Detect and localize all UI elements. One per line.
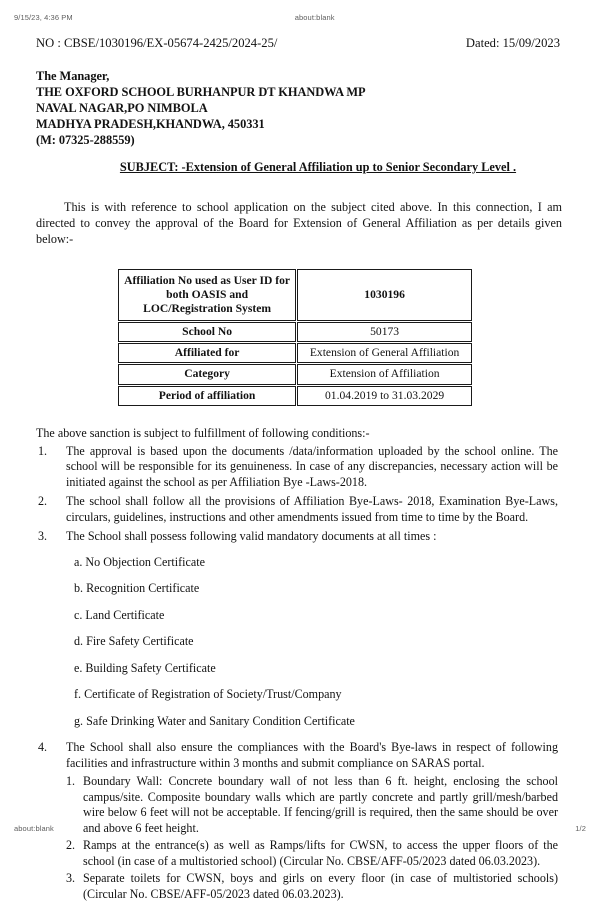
table-row xyxy=(118,269,472,321)
list-item: a. No Objection Certificate xyxy=(74,554,205,569)
list-item xyxy=(36,529,564,728)
table-cell-value: 1030196 xyxy=(297,269,472,321)
table-row xyxy=(118,364,472,384)
list-item xyxy=(36,444,564,491)
conditions-lead: The above sanction is subject to fulfillment of following conditions:- xyxy=(36,425,370,440)
addressee-line-3: NAVAL NAGAR,PO NIMBOLA xyxy=(36,101,208,115)
affiliation-details-table xyxy=(117,268,473,407)
reference-row xyxy=(36,36,564,51)
print-header-timestamp: 9/15/23, 4:36 PM xyxy=(14,13,73,22)
addressee-line-1: The Manager, xyxy=(36,69,110,83)
table-cell-value: 50173 xyxy=(297,322,472,342)
list-item xyxy=(66,838,558,870)
addressee-block xyxy=(36,68,564,148)
table-cell-label: Category xyxy=(118,364,296,384)
reference-date: Dated: 15/09/2023 xyxy=(465,36,560,50)
intro-paragraph: This is with reference to school application on the subject cited above. In this connection, I am directed to convey the approval of the Board for Extension of General Affiliation as per details given below:- xyxy=(36,200,562,247)
list-item-number: 2. xyxy=(38,494,48,509)
addressee-line-4: MADHYA PRADESH,KHANDWA, 450331 xyxy=(36,117,265,131)
list-item-text: The school shall follow all the provisions of Affiliation Bye-Laws- 2018, Examination Bye-Laws, circulars, guidelines, instructions and other amendments issued from time to time by the Board. xyxy=(66,494,558,524)
list-item: d. Fire Safety Certificate xyxy=(74,634,194,649)
table-row xyxy=(118,386,472,406)
print-header-title: about:blank xyxy=(294,13,335,22)
list-item-number: 3. xyxy=(38,528,48,543)
details-table-wrap xyxy=(36,268,564,407)
print-footer xyxy=(0,824,600,833)
list-item-number: 4. xyxy=(38,740,48,755)
list-item xyxy=(66,871,558,903)
table-cell-label: Affiliated for xyxy=(118,343,296,363)
list-item-text: Ramps at the entrance(s) as well as Ramps/lifts for CWSN, to access the upper floors of the school (in case of a multistoried school) (Circular No. CBSE/AFF-05/2023 dated 06.03.2023). xyxy=(83,838,558,868)
table-cell-label: School No xyxy=(118,322,296,342)
addressee-line-2: THE OXFORD SCHOOL BURHANPUR DT KHANDWA MP xyxy=(36,85,366,99)
list-item: g. Safe Drinking Water and Sanitary Condition Certificate xyxy=(74,713,355,728)
list-item-text: Separate toilets for CWSN, boys and girls on every floor (in case of multistoried schools) (Circular No. CBSE/AFF-05/2023 dated 06.03.2023). xyxy=(83,870,558,901)
table-row xyxy=(118,343,472,363)
list-item: c. Land Certificate xyxy=(74,607,165,622)
facilities-list xyxy=(66,774,558,903)
list-item xyxy=(36,494,564,526)
table-cell-value: 01.04.2019 to 31.03.2029 xyxy=(297,386,472,406)
list-item xyxy=(36,740,564,902)
conditions-list xyxy=(36,444,564,903)
list-item-number: 1. xyxy=(38,443,48,458)
list-item-number: 1. xyxy=(66,773,76,788)
list-item: f. Certificate of Registration of Society/Trust/Company xyxy=(74,687,342,702)
list-item-number: 3. xyxy=(66,870,76,885)
table-cell-value: Extension of Affiliation xyxy=(297,364,472,384)
mandatory-documents-list xyxy=(66,555,558,729)
list-item-text: The School shall possess following valid mandatory documents at all times : xyxy=(66,528,437,543)
addressee-line-5: (M: 07325-288559) xyxy=(36,133,135,147)
reference-number: NO : CBSE/1030196/EX-05674-2425/2024-25/ xyxy=(36,36,278,50)
print-footer-url: about:blank xyxy=(14,824,54,833)
list-item-text: The approval is based upon the documents /data/information uploaded by the school online. The school will be responsible for its genuineness. In case of any discrepancies, necessary action will be initiated against the school as per Affiliation Bye -Laws-2018. xyxy=(66,443,558,490)
table-row xyxy=(118,322,472,342)
list-item: b. Recognition Certificate xyxy=(74,581,200,596)
list-item-text: The School shall also ensure the compliances with the Board's Bye-laws in respect of following facilities and infrastructure within 3 months and submit compliance on SARAS portal. xyxy=(66,740,558,770)
table-cell-label: Affiliation No used as User ID for both OASIS and LOC/Registration System xyxy=(118,269,296,321)
list-item-text: Boundary Wall: Concrete boundary wall of not less than 6 ft. height, enclosing the school campus/site. Composite boundary walls which are partly concrete and partly grill/mesh/barbed wire below 6 feet will not be acceptable. If fencing/grill is required, then the same should be over and above 6 feet height. xyxy=(83,773,558,836)
subject-line xyxy=(36,160,564,175)
subject-text: SUBJECT: -Extension of General Affiliation up to Senior Secondary Level . xyxy=(119,160,517,174)
table-cell-label: Period of affiliation xyxy=(118,386,296,406)
print-footer-page-number: 1/2 xyxy=(575,824,586,833)
table-cell-value: Extension of General Affiliation xyxy=(297,343,472,363)
list-item: e. Building Safety Certificate xyxy=(74,660,216,675)
list-item-number: 2. xyxy=(66,838,76,853)
